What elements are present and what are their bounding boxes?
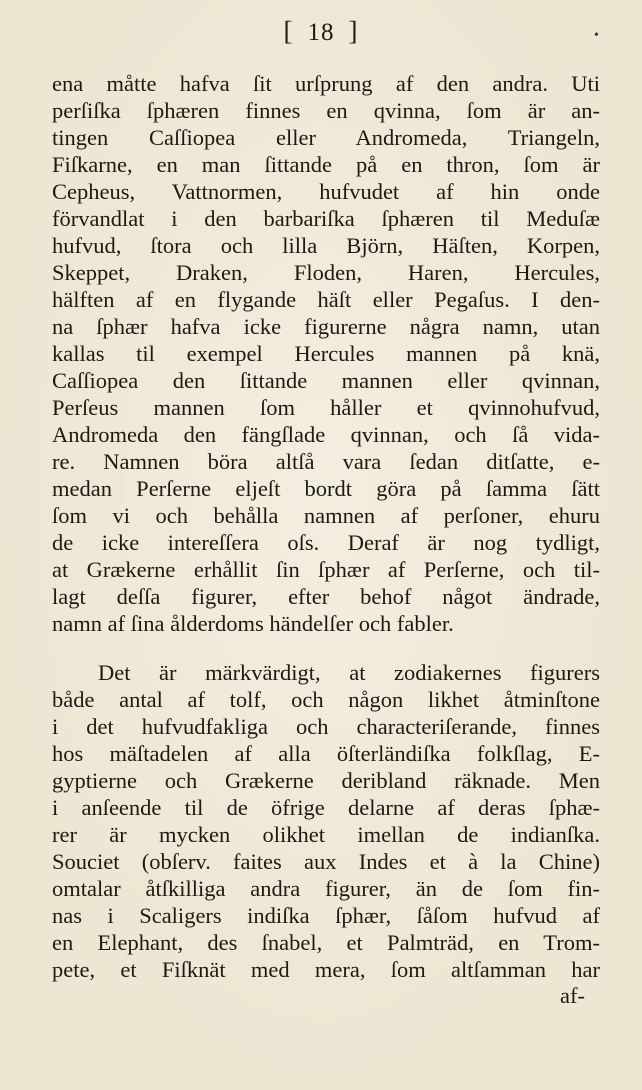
text-line: Perſeus mannen ſom håller et qvinnohufvud,: [52, 395, 600, 420]
bracket-close: ]: [348, 16, 359, 46]
text-line: i det hufvudfakliga och characteriſerande, finnes: [52, 714, 600, 739]
text-line: omtalar åtſkilliga andra figurer, än de ſom fin-: [52, 876, 600, 901]
text-line: ſom vi och behålla namnen af perſoner, ehuru: [52, 503, 600, 528]
text-line: Det är märkvärdigt, at zodiakernes figurers: [98, 660, 600, 685]
text-line: ena måtte hafva ſit urſprung af den andra. Uti: [52, 71, 600, 96]
text-line: både antal af tolf, och någon likhet åtminſtone: [52, 687, 600, 712]
text-line: en Elephant, des ſnabel, et Palmträd, en Trom-: [52, 930, 600, 955]
text-line: hos mäſtadelen af alla öſterländiſka folkſlag, E-: [52, 741, 600, 766]
text-line: nas i Scaligers indiſka ſphær, ſåſom hufvud af: [52, 903, 600, 928]
text-line: de icke intereſſera oſs. Deraf är nog tydligt,: [52, 530, 600, 555]
text-line: rer är mycken olikhet imellan de indianſka.: [52, 822, 600, 847]
text-line: at Grækerne erhållit ſin ſphær af Perſerne, och til-: [52, 557, 600, 582]
text-line: Caſſiopea den ſittande mannen eller qvinnan,: [52, 368, 600, 393]
text-line: Fiſkarne, en man ſittande på en thron, ſom är: [52, 152, 600, 177]
page-header: [0, 16, 642, 47]
text-line: namn af ſina ålderdoms händelſer och fabler.: [52, 611, 454, 636]
text-line: hälften af en flygande häſt eller Pegaſus. I den-: [52, 287, 600, 312]
text-line: Cepheus, Vattnormen, hufvudet af hin onde: [52, 179, 600, 204]
text-line: lagt deſſa figurer, efter behof något ändrade,: [52, 584, 600, 609]
text-line: medan Perſerne eljeſt bordt göra på ſamma ſätt: [52, 476, 600, 501]
text-line: Skeppet, Draken, Floden, Haren, Hercules,: [52, 260, 600, 285]
text-line: i anſeende til de öfrige delarne af deras ſphæ-: [52, 795, 600, 820]
text-line: gyptierne och Grækerne deribland räknade. Men: [52, 768, 600, 793]
text-line: Andromeda den fängſlade qvinnan, och ſå vida-: [52, 422, 600, 447]
text-line: perſiſka ſphæren finnes en qvinna, ſom är an-: [52, 98, 600, 123]
page-number: 18: [307, 19, 335, 46]
text-line: förvandlat i den barbariſka ſphæren til Meduſæ: [52, 206, 600, 231]
text-line: hufvud, ſtora och lilla Björn, Häſten, Korpen,: [52, 233, 600, 258]
catchword: af-: [560, 983, 585, 1008]
text-line: na ſphær hafva icke figurerne några namn, utan: [52, 314, 600, 339]
text-line: pete, et Fiſknät med mera, ſom altſamman har: [52, 957, 600, 982]
bracket-open: [: [283, 16, 294, 46]
corner-mark: •: [594, 28, 599, 43]
text-line: kallas til exempel Hercules mannen på knä,: [52, 341, 600, 366]
text-line: Souciet (obſerv. faites aux Indes et à la Chine): [52, 849, 600, 874]
text-line: tingen Caſſiopea eller Andromeda, Triangeln,: [52, 125, 600, 150]
text-line: re. Namnen böra altſå vara ſedan ditſatte, e-: [52, 449, 600, 474]
